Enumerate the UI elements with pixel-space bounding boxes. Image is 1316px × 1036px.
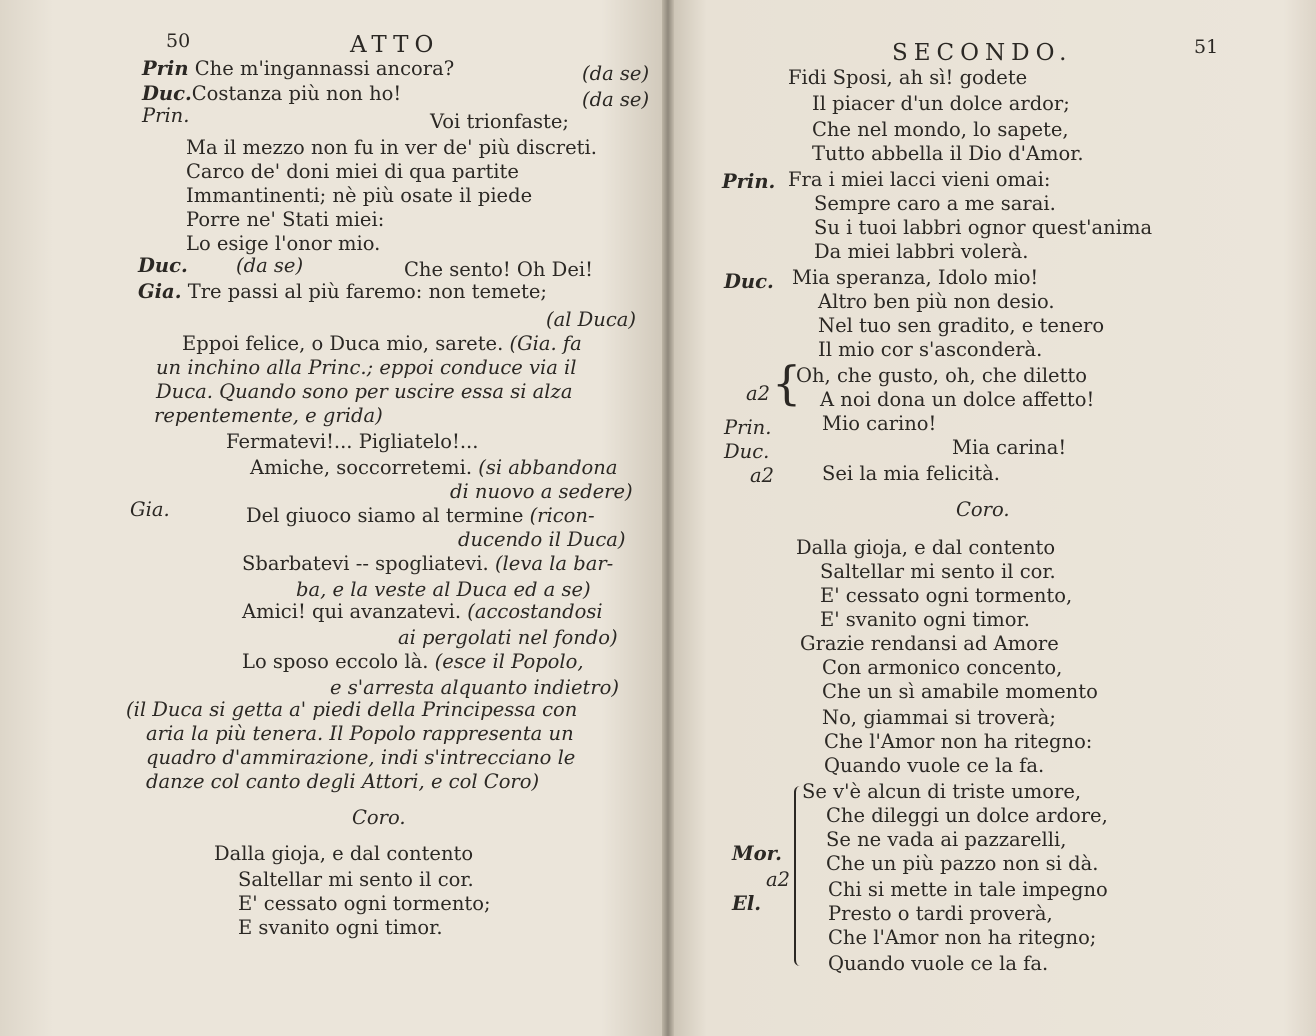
verse-text: Carco de' doni miei di qua partite bbox=[186, 160, 519, 183]
verse-text: A noi dona un dolce affetto! bbox=[820, 388, 1095, 411]
verse-text: Quando vuole ce la fa. bbox=[828, 952, 1049, 975]
speaker-label: a2 bbox=[750, 464, 775, 487]
stage-direction: (ricon- bbox=[529, 504, 595, 527]
right-page bbox=[668, 0, 1316, 1036]
aside: (da se) bbox=[582, 88, 650, 111]
verse-text: Quando vuole ce la fa. bbox=[824, 754, 1045, 777]
verse-text: Fra i miei lacci vieni omai: bbox=[788, 168, 1051, 191]
speaker-label: Duc. bbox=[138, 254, 188, 277]
verse-text: Porre ne' Stati miei: bbox=[186, 208, 385, 231]
stage-direction: danze col canto degli Attori, e col Coro) bbox=[146, 770, 540, 793]
verse-text: Dalla gioja, e dal contento bbox=[214, 842, 474, 865]
verse-text: Altro ben più non desio. bbox=[818, 290, 1055, 313]
verse-text: Saltellar mi sento il cor. bbox=[820, 560, 1056, 583]
verse-text: Sei la mia felicità. bbox=[822, 462, 1000, 485]
aside: (da se) bbox=[236, 254, 304, 277]
script-line bbox=[142, 82, 401, 106]
verse-text: Che m'ingannassi ancora? bbox=[194, 57, 455, 80]
verse-text: Che un più pazzo non si dà. bbox=[826, 852, 1099, 875]
speaker-label: Gia. bbox=[138, 280, 182, 303]
verse-text: No, giammai si troverà; bbox=[822, 706, 1056, 729]
verse-text: Che l'Amor non ha ritegno: bbox=[824, 730, 1093, 753]
verse-text: Che nel mondo, lo sapete, bbox=[812, 118, 1069, 141]
stage-direction: (esce il Popolo, bbox=[434, 650, 584, 673]
stage-direction: ducendo il Duca) bbox=[458, 528, 626, 551]
script-line bbox=[250, 456, 617, 480]
speaker-label: Prin. bbox=[724, 416, 772, 439]
verse-text: Voi trionfaste; bbox=[430, 110, 569, 133]
verse-text: Lo esige l'onor mio. bbox=[186, 232, 381, 255]
verse-text: E svanito ogni timor. bbox=[238, 916, 443, 939]
verse-text: Chi si mette in tale impegno bbox=[828, 878, 1108, 901]
verse-text: Immantinenti; nè più osate il piede bbox=[186, 184, 533, 207]
verse-text: E' svanito ogni timor. bbox=[820, 608, 1030, 631]
stage-direction: (si abbandona bbox=[478, 456, 618, 479]
page-header: SECONDO. bbox=[892, 40, 1073, 66]
verse-text: Oh, che gusto, oh, che diletto bbox=[796, 364, 1088, 387]
verse-text: Saltellar mi sento il cor. bbox=[238, 868, 474, 891]
aside: (da se) bbox=[582, 62, 650, 85]
verse-text: Del giuoco siamo al termine bbox=[246, 504, 524, 527]
speaker-label: Prin. bbox=[142, 104, 190, 127]
verse-text: Nel tuo sen gradito, e tenero bbox=[818, 314, 1105, 337]
script-line bbox=[242, 650, 584, 674]
speaker-label: Gia. bbox=[130, 498, 170, 521]
verse-text: Fidi Sposi, ah sì! godete bbox=[788, 66, 1028, 89]
stage-direction: (il Duca si getta a' piedi della Principessa con bbox=[126, 698, 578, 721]
stage-direction: (al Duca) bbox=[546, 308, 637, 331]
verse-text: Il piacer d'un dolce ardor; bbox=[812, 92, 1070, 115]
verse-text: Amiche, soccorretemi. bbox=[250, 456, 473, 479]
speaker-label: Mor. bbox=[732, 842, 782, 865]
page-header: ATTO bbox=[350, 32, 440, 58]
stage-direction: ba, e la veste al Duca ed a se) bbox=[296, 578, 591, 601]
verse-text: Eppoi felice, o Duca mio, sarete. bbox=[182, 332, 504, 355]
speaker-label: El. bbox=[732, 892, 762, 915]
verse-text: Con armonico concento, bbox=[822, 656, 1063, 679]
stage-direction: un inchino alla Princ.; eppoi conduce via il bbox=[156, 356, 577, 379]
verse-text: Ma il mezzo non fu in ver de' più discreti. bbox=[186, 136, 597, 159]
stage-direction: (accostandosi bbox=[467, 600, 603, 623]
verse-text: Se v'è alcun di triste umore, bbox=[802, 780, 1082, 803]
verse-text: Che un sì amabile momento bbox=[822, 680, 1098, 703]
verse-text: Mia speranza, Idolo mio! bbox=[792, 266, 1039, 289]
book-gutter bbox=[662, 0, 674, 1036]
bracket-line bbox=[794, 786, 804, 966]
verse-text: Da miei labbri volerà. bbox=[814, 240, 1029, 263]
verse-text: Dalla gioja, e dal contento bbox=[796, 536, 1056, 559]
stage-direction: (leva la bar- bbox=[494, 552, 614, 575]
script-line bbox=[138, 280, 547, 304]
verse-text: Tutto abbella il Dio d'Amor. bbox=[812, 142, 1084, 165]
verse-text: Amici! qui avanzatevi. bbox=[242, 600, 462, 623]
verse-text: Lo sposo eccolo là. bbox=[242, 650, 429, 673]
verse-text: Su i tuoi labbri ognor quest'anima bbox=[814, 216, 1153, 239]
verse-text: Che sento! Oh Dei! bbox=[404, 258, 593, 281]
verse-text: Costanza più non ho! bbox=[191, 82, 402, 105]
stage-direction: Duca. Quando sono per uscire essa si alza bbox=[156, 380, 573, 403]
script-line bbox=[246, 504, 595, 528]
stage-direction: di nuovo a sedere) bbox=[450, 480, 633, 503]
verse-text: Presto o tardi proverà, bbox=[828, 902, 1053, 925]
verse-text: Sbarbatevi -- spogliatevi. bbox=[242, 552, 489, 575]
verse-text: Che l'Amor non ha ritegno; bbox=[828, 926, 1097, 949]
page-number: 51 bbox=[1194, 36, 1219, 58]
stage-direction: (Gia. fa bbox=[509, 332, 582, 355]
script-line bbox=[142, 57, 454, 81]
stage-direction: ai pergolati nel fondo) bbox=[398, 626, 618, 649]
verse-text: Tre passi al più faremo: non temete; bbox=[187, 280, 547, 303]
verse-text: E' cessato ogni tormento, bbox=[820, 584, 1073, 607]
script-line bbox=[182, 332, 582, 356]
verse-text: Mia carina! bbox=[952, 436, 1067, 459]
verse-text: Mio carino! bbox=[822, 412, 937, 435]
page-number: 50 bbox=[166, 30, 191, 52]
speaker-label: a2 bbox=[766, 868, 791, 891]
brace-icon: { bbox=[772, 356, 802, 410]
verse-text: Grazie rendansi ad Amore bbox=[800, 632, 1059, 655]
speaker-label: Duc. bbox=[724, 270, 774, 293]
stage-direction: quadro d'ammirazione, indi s'intrecciano le bbox=[146, 746, 576, 769]
speaker-label: Duc. bbox=[142, 82, 192, 105]
speaker-label: Prin bbox=[142, 57, 189, 80]
stage-direction: e s'arresta alquanto indietro) bbox=[330, 676, 620, 699]
verse-text: Fermatevi!... Pigliatelo!... bbox=[226, 430, 479, 453]
script-line bbox=[242, 600, 603, 624]
verse-text: Sempre caro a me sarai. bbox=[814, 192, 1056, 215]
speaker-label: a2 bbox=[746, 382, 771, 405]
speaker-label: Duc. bbox=[724, 440, 770, 463]
speaker-label: Prin. bbox=[722, 170, 776, 193]
verse-text: Il mio cor s'asconderà. bbox=[818, 338, 1043, 361]
verse-text: E' cessato ogni tormento; bbox=[238, 892, 491, 915]
stage-direction: aria la più tenera. Il Popolo rappresenta un bbox=[146, 722, 574, 745]
stage-direction: repentemente, e grida) bbox=[154, 404, 383, 427]
chorus-heading: Coro. bbox=[956, 498, 1010, 521]
verse-text: Che dileggi un dolce ardore, bbox=[826, 804, 1108, 827]
verse-text: Se ne vada ai pazzarelli, bbox=[826, 828, 1067, 851]
script-line bbox=[242, 552, 613, 576]
chorus-heading: Coro. bbox=[352, 806, 406, 829]
